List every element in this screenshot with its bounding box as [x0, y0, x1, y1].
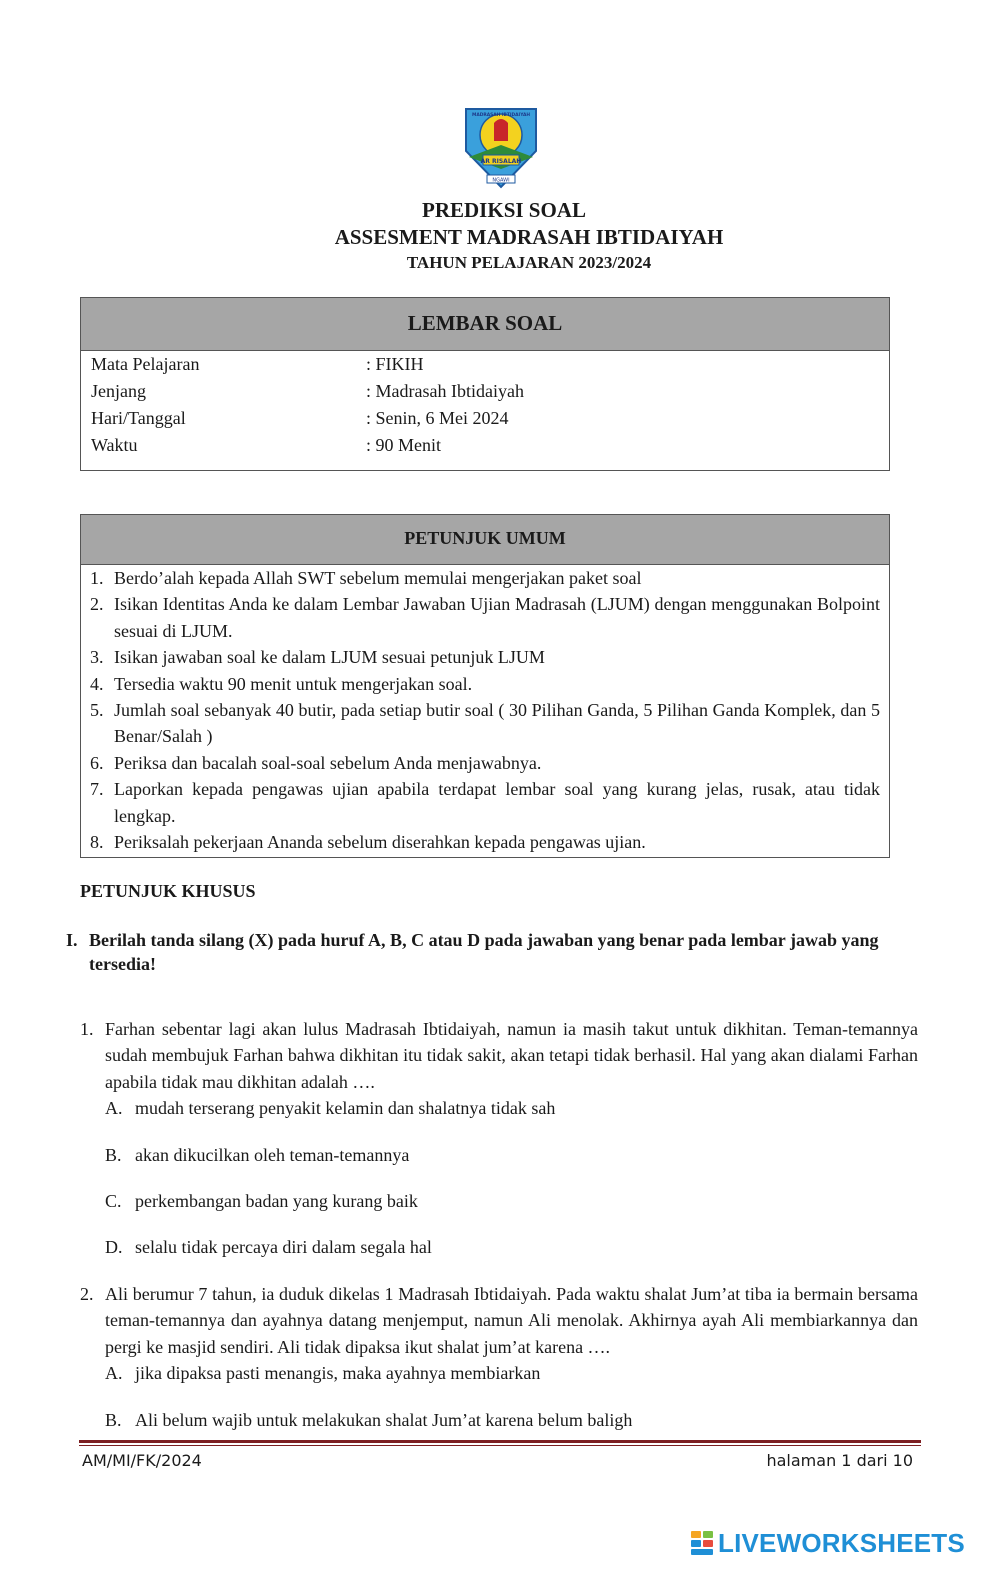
info-row-subject — [81, 351, 889, 378]
option-text: perkembangan badan yang kurang baik — [135, 1191, 418, 1212]
rule-text: Isikan Identitas Anda ke dalam Lembar Jawaban Ujian Madrasah (LJUM) dengan menggunakan Bolpoint sesuai di LJUM. — [114, 594, 880, 641]
academic-year: TAHUN PELAJARAN 2023/2024 — [406, 253, 652, 272]
lembar-soal-heading: LEMBAR SOAL — [81, 298, 889, 351]
question-stem — [80, 1281, 918, 1360]
liveworksheets-brand[interactable] — [690, 1528, 965, 1558]
question-1 — [80, 1016, 918, 1261]
rule-text: Isikan jawaban soal ke dalam LJUM sesuai petunjuk LJUM — [114, 647, 545, 668]
question-number: 2. — [80, 1284, 94, 1304]
option-text: mudah terserang penyakit kelamin dan shalatnya tidak sah — [135, 1098, 556, 1119]
option-letter: A. — [105, 1363, 123, 1384]
footer-divider — [79, 1440, 921, 1443]
question-text: Farhan sebentar lagi akan lulus Madrasah Ibtidaiyah, namun ia masih takut untuk dikhitan. Teman-temannya sudah membujuk Farhan bahwa dikhitan itu tidak sakit, akan tetapi tidak berhasil. Hal yang akan dialami Farhan apabila tidak mau dikhitan adalah …. — [105, 1019, 918, 1092]
madrasah-logo — [463, 107, 539, 189]
info-label: Jenjang — [91, 381, 146, 401]
list-item — [90, 671, 880, 697]
page-number: halaman 1 dari 10 — [766, 1451, 913, 1470]
info-value: : FIKIH — [366, 354, 424, 374]
question-text: Ali berumur 7 tahun, ia duduk dikelas 1 Madrasah Ibtidaiyah. Pada waktu shalat Jum’at tiba ia bermain bersama teman-temannya dan ayahnya datang menjemput, namun Ali menolak. Akhirnya ayah Ali membiarkannya dan pergi ke masjid sendiri. Ali tidak dipaksa ikut shalat jum’at karena …. — [105, 1284, 918, 1357]
answer-option-b[interactable] — [80, 1407, 918, 1433]
info-value: : Madrasah Ibtidaiyah — [366, 381, 524, 401]
answer-option-a[interactable] — [80, 1360, 918, 1386]
rule-number: 5. — [90, 700, 104, 721]
question-2 — [80, 1281, 918, 1433]
rule-number: 1. — [90, 568, 104, 588]
list-item — [90, 644, 880, 670]
page-title: PREDIKSI SOAL — [422, 198, 586, 222]
rule-number: 4. — [90, 673, 104, 694]
section-instruction — [66, 928, 926, 976]
answer-option-d[interactable] — [80, 1234, 918, 1260]
option-letter: A. — [105, 1098, 123, 1119]
logo-arc-text: MADRASAH IBTIDAIYAH — [471, 113, 531, 118]
info-label: Hari/Tanggal — [91, 408, 186, 428]
option-text: akan dikucilkan oleh teman-temannya — [135, 1144, 410, 1165]
option-text: jika dipaksa pasti menangis, maka ayahnya membiarkan — [135, 1363, 541, 1384]
option-letter: B. — [105, 1144, 122, 1165]
rule-text: Periksalah pekerjaan Ananda sebelum diserahkan kepada pengawas ujian. — [114, 832, 646, 853]
petunjuk-khusus-heading: PETUNJUK KHUSUS — [80, 881, 256, 901]
info-row-level — [81, 378, 889, 405]
rule-text: Tersedia waktu 90 menit untuk mengerjakan soal. — [114, 673, 473, 694]
info-label: Mata Pelajaran — [91, 354, 200, 374]
list-item — [90, 697, 880, 750]
footer-divider-thin — [79, 1445, 921, 1446]
answer-option-b[interactable] — [80, 1142, 918, 1168]
question-stem — [80, 1016, 918, 1095]
logo-banner-text: AR RISALAH — [480, 158, 522, 165]
option-text: Ali belum wajib untuk melakukan shalat Jum’at karena belum baligh — [135, 1409, 633, 1430]
option-letter: B. — [105, 1409, 122, 1430]
logo-sub-text: NGAWI — [492, 177, 510, 184]
rules-list — [81, 565, 889, 855]
info-row-time — [81, 432, 889, 459]
rule-text: Periksa dan bacalah soal-soal sebelum Anda menjawabnya. — [114, 752, 542, 773]
petunjuk-umum-heading: PETUNJUK UMUM — [81, 515, 889, 565]
page-subtitle: ASSESMENT MADRASAH IBTIDAIYAH — [334, 225, 724, 249]
info-label: Waktu — [91, 435, 138, 455]
rule-text: Berdo’alah kepada Allah SWT sebelum memulai mengerjakan paket soal — [114, 568, 642, 588]
petunjuk-umum-table — [80, 514, 890, 858]
list-item — [90, 591, 880, 644]
rule-number: 2. — [90, 594, 104, 615]
liveworksheets-icon — [690, 1530, 714, 1556]
list-item — [90, 750, 880, 776]
list-item — [90, 565, 880, 591]
option-letter: C. — [105, 1191, 122, 1212]
rule-number: 6. — [90, 752, 104, 773]
info-value: : Senin, 6 Mei 2024 — [366, 408, 509, 428]
rule-number: 8. — [90, 832, 104, 853]
answer-option-a[interactable] — [80, 1095, 918, 1121]
section-text: Berilah tanda silang (X) pada huruf A, B, C atau D pada jawaban yang benar pada lembar jawab yang tersedia! — [89, 930, 879, 974]
list-item — [90, 829, 880, 855]
info-row-date — [81, 405, 889, 432]
list-item — [90, 776, 880, 829]
rule-number: 3. — [90, 647, 104, 668]
answer-option-c[interactable] — [80, 1188, 918, 1214]
rule-number: 7. — [90, 779, 104, 800]
lembar-soal-table — [80, 297, 890, 471]
question-number: 1. — [80, 1019, 94, 1039]
liveworksheets-text: LIVEWORKSHEETS — [718, 1527, 965, 1558]
option-text: selalu tidak percaya diri dalam segala hal — [135, 1237, 432, 1258]
document-code: AM/MI/FK/2024 — [82, 1451, 202, 1470]
section-number: I. — [66, 930, 78, 950]
option-letter: D. — [105, 1237, 123, 1258]
rule-text: Laporkan kepada pengawas ujian apabila terdapat lembar soal yang kurang jelas, rusak, atau tidak lengkap. — [114, 779, 880, 826]
rule-text: Jumlah soal sebanyak 40 butir, pada setiap butir soal ( 30 Pilihan Ganda, 5 Pilihan Ganda Komplek, dan 5 Benar/Salah ) — [114, 700, 880, 747]
info-value: : 90 Menit — [366, 435, 441, 455]
